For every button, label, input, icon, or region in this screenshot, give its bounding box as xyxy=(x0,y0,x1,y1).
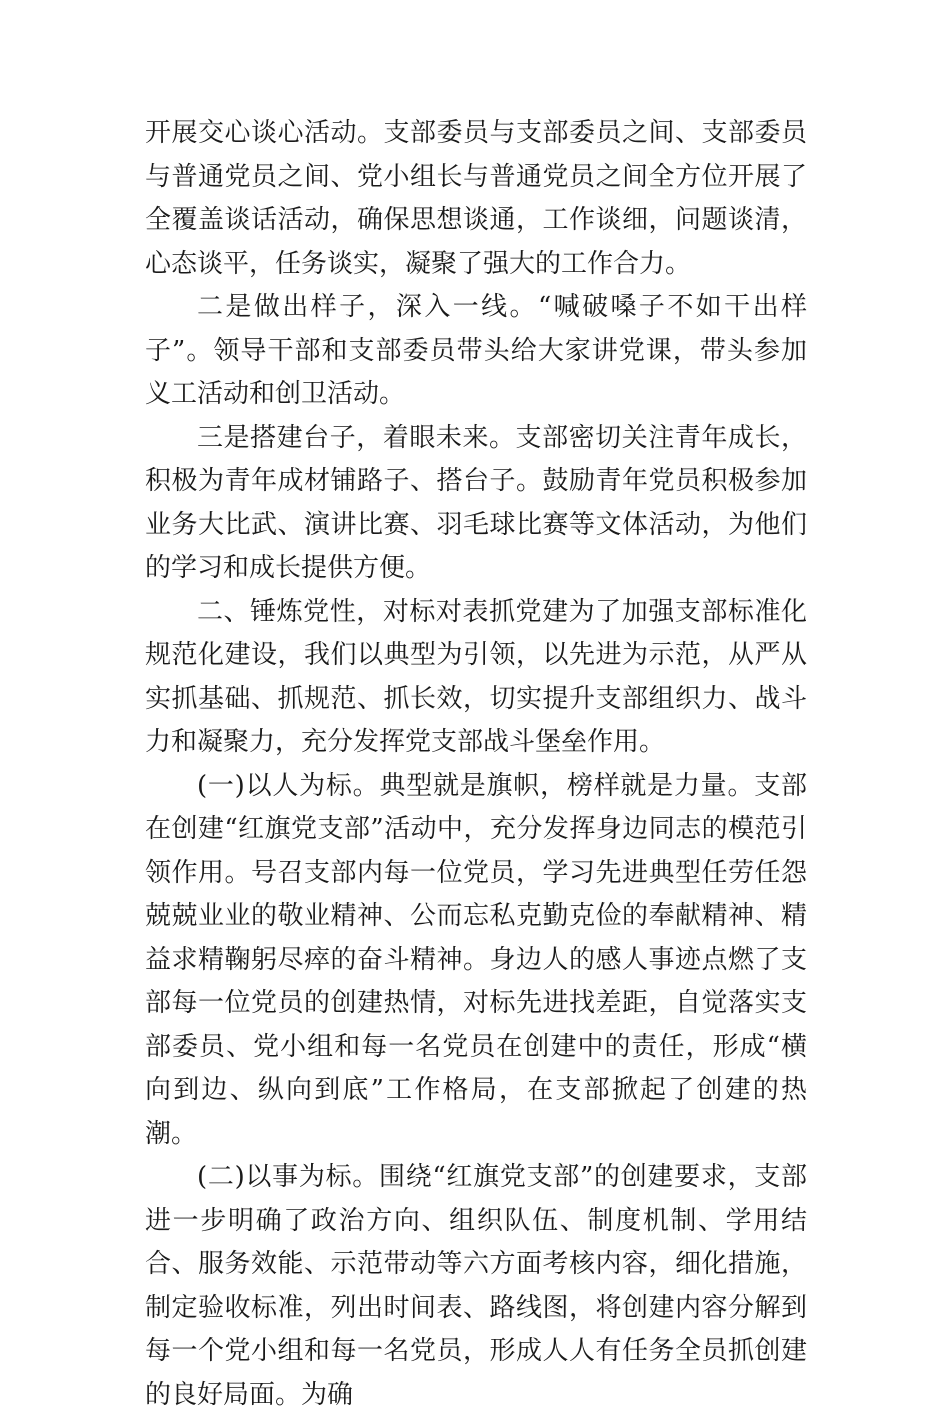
paragraph-5: (一)以人为标。典型就是旗帜，榜样就是力量。支部在创建“红旗党支部”活动中，充分发挥身边同志的模范引领作用。号召支部内每一位党员，学习先进典型任劳任怨兢兢业业的敬业精神、公而忘私克勤克俭的奉献精神、精益求精鞠躬尽瘁的奋斗精神。身边人的感人事迹点燃了支部每一位党员的创建热情，对标先进找差距，自觉落实支部委员、党小组和每一名党员在创建中的责任，形成“横向到边、纵向到底”工作格局，在支部掀起了创建的热潮。 xyxy=(145,770,807,1149)
paragraph-4: 二、锤炼党性，对标对表抓党建为了加强支部标准化规范化建设，我们以典型为引领，以先进为示范，从严从实抓基础、抓规范、抓长效，切实提升支部组织力、战斗力和凝聚力，充分发挥党支部战斗堡垒作用。 xyxy=(145,596,807,757)
document-page xyxy=(145,112,807,1417)
paragraph-6: (二)以事为标。围绕“红旗党支部”的创建要求，支部进一步明确了政治方向、组织队伍、制度机制、学用结合、服务效能、示范带动等六方面考核内容，细化措施，制定验收标准，列出时间表、路线图，将创建内容分解到每一个党小组和每一名党员，形成人人有任务全员抓创建的良好局面。为确 xyxy=(145,1162,807,1410)
paragraph-1: 开展交心谈心活动。支部委员与支部委员之间、支部委员与普通党员之间、党小组长与普通党员之间全方位开展了全覆盖谈话活动，确保思想谈通，工作谈细，问题谈清，心态谈平，任务谈实，凝聚了强大的工作合力。 xyxy=(145,118,807,279)
paragraph-3: 三是搭建台子，着眼未来。支部密切关注青年成长，积极为青年成材铺路子、搭台子。鼓励青年党员积极参加业务大比武、演讲比赛、羽毛球比赛等文体活动，为他们的学习和成长提供方便。 xyxy=(145,422,807,583)
paragraph-2: 二是做出样子，深入一线。“喊破嗓子不如干出样子”。领导干部和支部委员带头给大家讲党课，带头参加义工活动和创卫活动。 xyxy=(145,292,807,409)
